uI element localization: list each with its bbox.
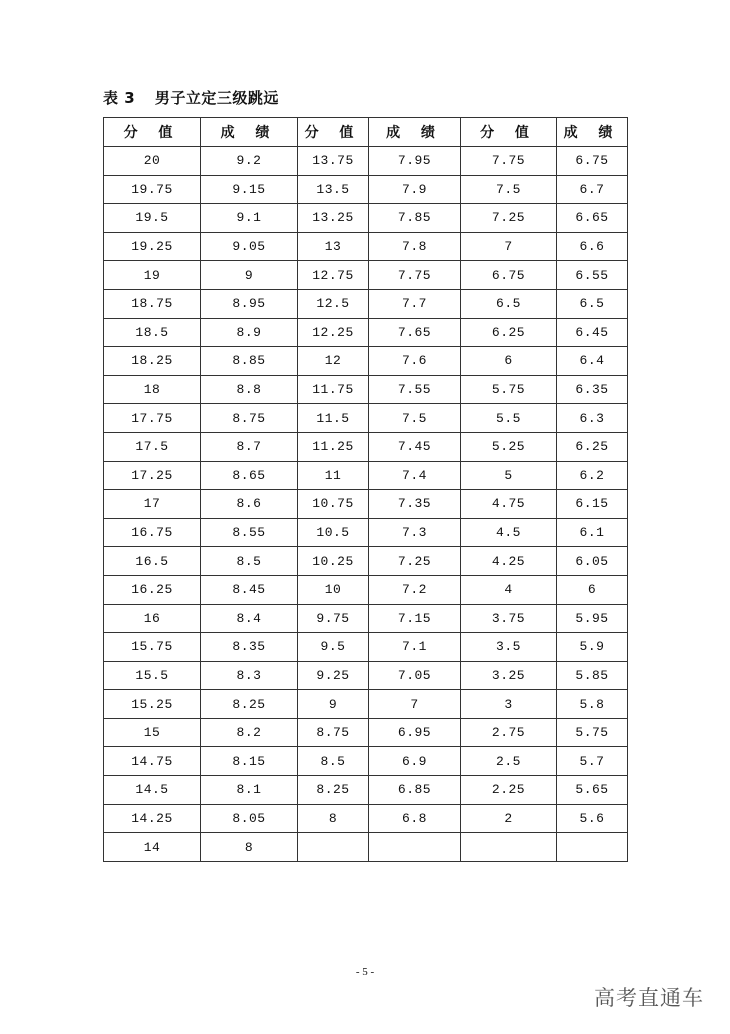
result-cell: 8.9 [201, 318, 298, 347]
result-cell [369, 833, 461, 862]
table-row [104, 833, 628, 862]
result-cell: 6.3 [557, 404, 628, 433]
header-score: 分 值 [298, 118, 369, 147]
result-cell: 7.85 [369, 204, 461, 233]
result-cell: 8.65 [201, 461, 298, 490]
score-cell: 18.25 [104, 347, 201, 376]
table-number: 表 3 [103, 89, 136, 107]
table-row [104, 175, 628, 204]
table-row [104, 404, 628, 433]
result-cell: 7.7 [369, 289, 461, 318]
table-row [104, 147, 628, 176]
result-cell: 8.85 [201, 347, 298, 376]
table-row [104, 661, 628, 690]
score-cell: 20 [104, 147, 201, 176]
result-cell: 7 [369, 690, 461, 719]
score-cell: 9.75 [298, 604, 369, 633]
result-cell: 6.5 [557, 289, 628, 318]
result-cell: 8 [201, 833, 298, 862]
result-cell: 9 [201, 261, 298, 290]
table-title-text: 男子立定三级跳远 [154, 89, 279, 107]
score-cell: 2.75 [461, 718, 557, 747]
result-cell: 8.55 [201, 518, 298, 547]
result-cell: 6.75 [557, 147, 628, 176]
score-cell: 4.25 [461, 547, 557, 576]
score-cell: 5.25 [461, 432, 557, 461]
result-cell: 7.95 [369, 147, 461, 176]
header-result: 成 绩 [201, 118, 298, 147]
score-cell: 10.5 [298, 518, 369, 547]
result-cell: 6.15 [557, 490, 628, 519]
table-row [104, 547, 628, 576]
score-cell: 14.5 [104, 776, 201, 805]
score-cell: 15.75 [104, 633, 201, 662]
score-cell: 8.25 [298, 776, 369, 805]
score-table [103, 117, 628, 862]
score-cell: 19.5 [104, 204, 201, 233]
result-cell: 6.4 [557, 347, 628, 376]
result-cell: 7.15 [369, 604, 461, 633]
result-cell: 8.1 [201, 776, 298, 805]
score-cell: 11.25 [298, 432, 369, 461]
result-cell: 6.9 [369, 747, 461, 776]
page-number: - 5 - [355, 966, 375, 978]
score-cell: 12 [298, 347, 369, 376]
result-cell: 8.5 [201, 547, 298, 576]
score-cell: 8.5 [298, 747, 369, 776]
table-row [104, 690, 628, 719]
score-cell: 11 [298, 461, 369, 490]
score-cell: 16 [104, 604, 201, 633]
result-cell: 5.9 [557, 633, 628, 662]
score-cell: 7 [461, 232, 557, 261]
table-row [104, 633, 628, 662]
score-cell: 19 [104, 261, 201, 290]
result-cell: 7.1 [369, 633, 461, 662]
table-row [104, 347, 628, 376]
score-cell: 19.25 [104, 232, 201, 261]
score-cell: 5.75 [461, 375, 557, 404]
score-cell: 13 [298, 232, 369, 261]
result-cell: 6.2 [557, 461, 628, 490]
score-cell: 16.75 [104, 518, 201, 547]
result-cell: 7.2 [369, 575, 461, 604]
result-cell: 7.55 [369, 375, 461, 404]
score-cell: 16.5 [104, 547, 201, 576]
result-cell: 7.6 [369, 347, 461, 376]
score-cell: 6.5 [461, 289, 557, 318]
score-cell: 5.5 [461, 404, 557, 433]
result-cell: 9.05 [201, 232, 298, 261]
table-row [104, 204, 628, 233]
score-cell: 13.75 [298, 147, 369, 176]
result-cell: 8.75 [201, 404, 298, 433]
score-cell: 8 [298, 804, 369, 833]
result-cell: 7.45 [369, 432, 461, 461]
score-cell: 13.25 [298, 204, 369, 233]
table-row [104, 718, 628, 747]
table-title [103, 87, 279, 108]
table-row [104, 747, 628, 776]
score-cell: 6.75 [461, 261, 557, 290]
score-cell: 17 [104, 490, 201, 519]
score-cell [298, 833, 369, 862]
score-cell: 14 [104, 833, 201, 862]
result-cell: 5.95 [557, 604, 628, 633]
result-cell: 8.8 [201, 375, 298, 404]
score-cell: 18 [104, 375, 201, 404]
score-cell: 12.5 [298, 289, 369, 318]
table-row [104, 232, 628, 261]
score-cell: 7.5 [461, 175, 557, 204]
score-cell: 12.75 [298, 261, 369, 290]
score-cell: 17.25 [104, 461, 201, 490]
score-cell [461, 833, 557, 862]
score-cell: 8.75 [298, 718, 369, 747]
result-cell: 6.55 [557, 261, 628, 290]
result-cell: 8.2 [201, 718, 298, 747]
result-cell: 9.1 [201, 204, 298, 233]
score-cell: 17.5 [104, 432, 201, 461]
result-cell: 7.4 [369, 461, 461, 490]
score-cell: 11.75 [298, 375, 369, 404]
result-cell: 7.5 [369, 404, 461, 433]
result-cell: 8.45 [201, 575, 298, 604]
result-cell: 7.9 [369, 175, 461, 204]
result-cell: 7.25 [369, 547, 461, 576]
score-cell: 13.5 [298, 175, 369, 204]
result-cell: 5.7 [557, 747, 628, 776]
result-cell: 6 [557, 575, 628, 604]
result-cell: 6.6 [557, 232, 628, 261]
result-cell: 8.35 [201, 633, 298, 662]
header-result: 成 绩 [369, 118, 461, 147]
table-row [104, 375, 628, 404]
result-cell [557, 833, 628, 862]
score-cell: 15.5 [104, 661, 201, 690]
table-row [104, 261, 628, 290]
score-cell: 2 [461, 804, 557, 833]
result-cell: 6.85 [369, 776, 461, 805]
table-row [104, 289, 628, 318]
result-cell: 8.4 [201, 604, 298, 633]
table-row [104, 318, 628, 347]
score-cell: 18.75 [104, 289, 201, 318]
score-cell: 10 [298, 575, 369, 604]
score-cell: 16.25 [104, 575, 201, 604]
table-header-row [104, 118, 628, 147]
result-cell: 8.05 [201, 804, 298, 833]
watermark: 高考直通车 [594, 986, 704, 1010]
score-cell: 2.25 [461, 776, 557, 805]
table-row [104, 490, 628, 519]
score-cell: 7.75 [461, 147, 557, 176]
score-cell: 2.5 [461, 747, 557, 776]
score-cell: 17.75 [104, 404, 201, 433]
result-cell: 6.35 [557, 375, 628, 404]
table-body [104, 147, 628, 862]
score-cell: 6.25 [461, 318, 557, 347]
score-cell: 5 [461, 461, 557, 490]
result-cell: 6.65 [557, 204, 628, 233]
header-score: 分 值 [104, 118, 201, 147]
result-cell: 7.05 [369, 661, 461, 690]
result-cell: 5.75 [557, 718, 628, 747]
score-cell: 19.75 [104, 175, 201, 204]
result-cell: 7.75 [369, 261, 461, 290]
result-cell: 8.7 [201, 432, 298, 461]
result-cell: 8.15 [201, 747, 298, 776]
header-score: 分 值 [461, 118, 557, 147]
score-cell: 12.25 [298, 318, 369, 347]
score-cell: 10.25 [298, 547, 369, 576]
result-cell: 6.05 [557, 547, 628, 576]
result-cell: 5.8 [557, 690, 628, 719]
result-cell: 6.45 [557, 318, 628, 347]
score-cell: 11.5 [298, 404, 369, 433]
score-cell: 14.25 [104, 804, 201, 833]
result-cell: 7.8 [369, 232, 461, 261]
result-cell: 5.85 [557, 661, 628, 690]
table-row [104, 575, 628, 604]
result-cell: 6.7 [557, 175, 628, 204]
result-cell: 6.25 [557, 432, 628, 461]
score-cell: 4 [461, 575, 557, 604]
score-cell: 7.25 [461, 204, 557, 233]
score-cell: 15 [104, 718, 201, 747]
result-cell: 5.65 [557, 776, 628, 805]
result-cell: 7.3 [369, 518, 461, 547]
result-cell: 8.6 [201, 490, 298, 519]
result-cell: 5.6 [557, 804, 628, 833]
header-result: 成 绩 [557, 118, 628, 147]
score-cell: 3.25 [461, 661, 557, 690]
table-row [104, 461, 628, 490]
table-row [104, 776, 628, 805]
score-cell: 9 [298, 690, 369, 719]
score-cell: 3.75 [461, 604, 557, 633]
score-cell: 15.25 [104, 690, 201, 719]
score-cell: 3 [461, 690, 557, 719]
score-cell: 4.5 [461, 518, 557, 547]
result-cell: 7.35 [369, 490, 461, 519]
result-cell: 8.95 [201, 289, 298, 318]
table-row [104, 804, 628, 833]
result-cell: 9.15 [201, 175, 298, 204]
result-cell: 6.8 [369, 804, 461, 833]
score-cell: 4.75 [461, 490, 557, 519]
score-cell: 14.75 [104, 747, 201, 776]
result-cell: 6.95 [369, 718, 461, 747]
score-cell: 9.25 [298, 661, 369, 690]
score-cell: 10.75 [298, 490, 369, 519]
score-cell: 9.5 [298, 633, 369, 662]
score-cell: 3.5 [461, 633, 557, 662]
result-cell: 8.25 [201, 690, 298, 719]
table-row [104, 518, 628, 547]
result-cell: 9.2 [201, 147, 298, 176]
score-cell: 6 [461, 347, 557, 376]
table-row [104, 432, 628, 461]
score-cell: 18.5 [104, 318, 201, 347]
result-cell: 7.65 [369, 318, 461, 347]
table-row [104, 604, 628, 633]
result-cell: 6.1 [557, 518, 628, 547]
result-cell: 8.3 [201, 661, 298, 690]
